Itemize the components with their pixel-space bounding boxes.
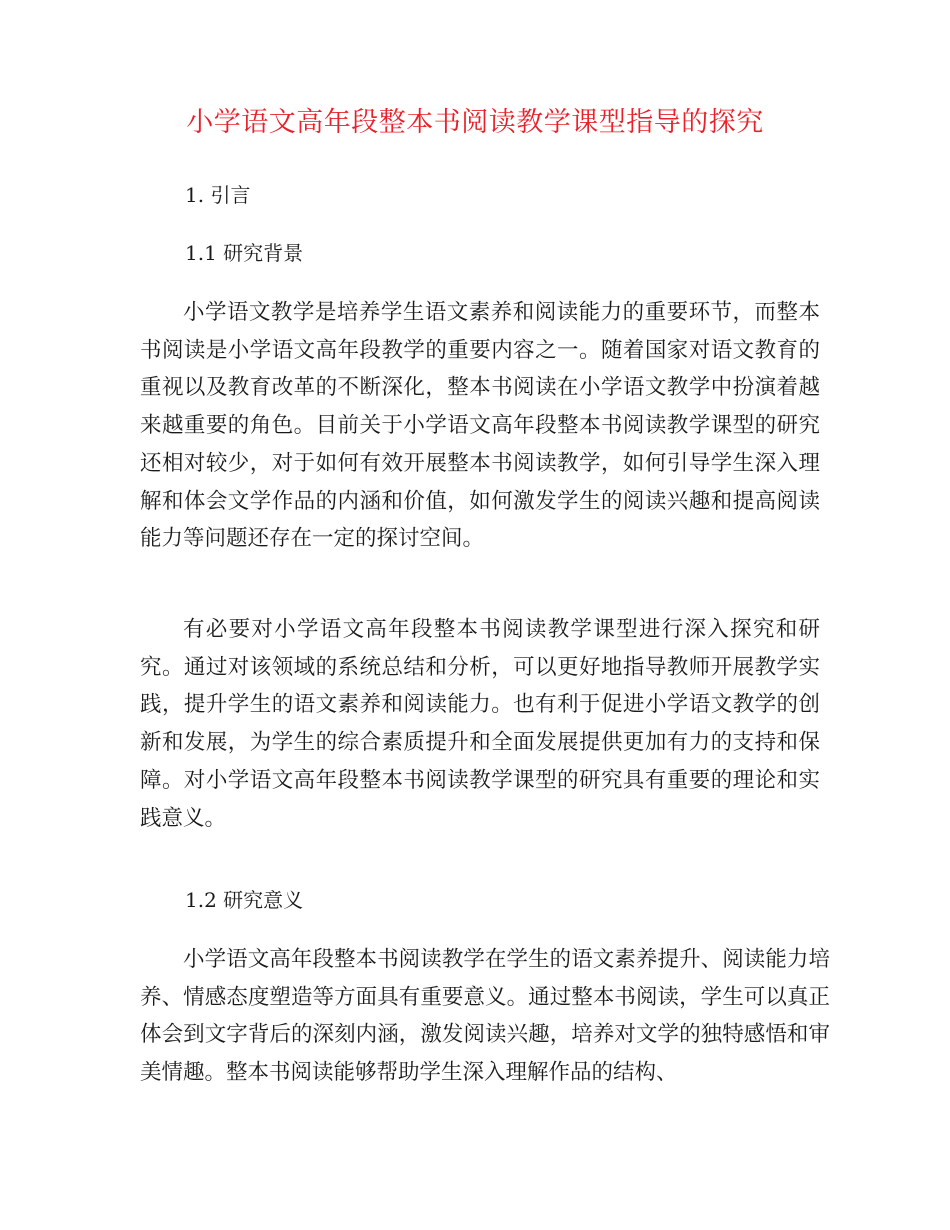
paragraph-background-2: 有必要对小学语文高年段整本书阅读教学课型进行深入探究和研究。通过对该领域的系统总结和分析，可以更好地指导教师开展教学实践，提升学生的语文素养和阅读能力。也有利于促进小学语文教学的创新和发展，为学生的综合素质提升和全面发展提供更加有力的支持和保障。对小学语文高年段整本书阅读教学课型的研究具有重要的理论和实践意义。	[140, 617, 820, 831]
section-heading-research-background: 1.1 研究背景	[185, 241, 304, 265]
paragraph-background-1: 小学语文教学是培养学生语文素养和阅读能力的重要环节，而整本书阅读是小学语文高年段教学的重要内容之一。随着国家对语文教育的重视以及教育改革的不断深化，整本书阅读在小学语文教学中扮演着越来越重要的角色。目前关于小学语文高年段整本书阅读教学课型的研究还相对较少，对于如何有效开展整本书阅读教学，如何引导学生深入理解和体会文学作品的内涵和价值，如何激发学生的阅读兴趣和提高阅读能力等问题还存在一定的探讨空间。	[140, 300, 820, 552]
section-heading-research-significance: 1.2 研究意义	[185, 888, 304, 912]
paragraph-significance-1: 小学语文高年段整本书阅读教学在学生的语文素养提升、阅读能力培养、情感态度塑造等方面具有重要意义。通过整本书阅读，学生可以真正体会到文字背后的深刻内涵，激发阅读兴趣，培养对文学的独特感悟和审美情趣。整本书阅读能够帮助学生深入理解作品的结构、	[140, 947, 830, 1086]
section-heading-introduction: 1. 引言	[185, 183, 251, 207]
document-title: 小学语文高年段整本书阅读教学课型指导的探究	[186, 107, 764, 138]
